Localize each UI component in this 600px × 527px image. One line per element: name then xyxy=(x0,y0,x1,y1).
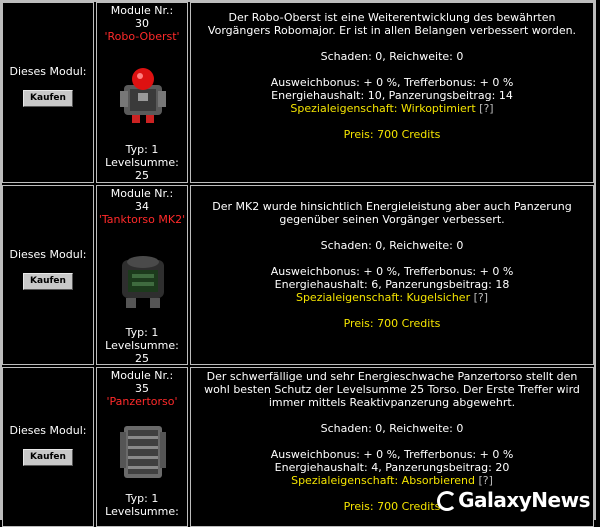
price: Preis: 700 Credits xyxy=(343,317,441,330)
price: Preis: 700 Credits xyxy=(343,128,441,141)
robo-oberst-torso-icon xyxy=(118,65,168,125)
module-name: 'Robo-Oberst' xyxy=(104,30,180,43)
buy-button[interactable]: Kaufen xyxy=(23,90,73,107)
module-name: 'Panzertorso' xyxy=(106,395,178,408)
module-description: Der MK2 wurde hinsichtlich Energieleistung aber auch Panzerung gegenüber seinen Vorgänger verbessert. xyxy=(212,200,572,226)
module-info-cell xyxy=(96,2,188,183)
levelsumme-value: 25 xyxy=(135,352,149,365)
module-row xyxy=(2,185,594,365)
tanktorso-mk2-icon xyxy=(118,252,168,312)
energy-armor-stats: Energiehaushalt: 4, Panzerungsbeitrag: 20 xyxy=(274,461,510,474)
special-help-link[interactable]: [?] xyxy=(478,474,493,487)
module-description-cell xyxy=(190,185,594,365)
special-property: Spezialeigenschaft: Absorbierend xyxy=(291,474,475,487)
module-description-cell xyxy=(190,2,594,183)
module-type: Typ: 1 xyxy=(125,492,159,505)
special-help-link[interactable]: [?] xyxy=(473,291,489,304)
module-nr: 34 xyxy=(135,200,149,213)
levelsumme-value: 25 xyxy=(135,169,149,182)
module-type: Typ: 1 xyxy=(125,143,159,156)
evasion-hit-stats: Ausweichbonus: + 0 %, Trefferbonus: + 0 % xyxy=(270,448,514,461)
damage-range-stats: Schaden: 0, Reichweite: 0 xyxy=(320,50,464,63)
evasion-hit-stats: Ausweichbonus: + 0 %, Trefferbonus: + 0 % xyxy=(270,265,514,278)
buy-cell xyxy=(2,2,94,183)
special-property: Spezialeigenschaft: Kugelsicher xyxy=(295,291,471,304)
buy-cell xyxy=(2,367,94,527)
module-info-cell xyxy=(96,185,188,365)
galaxynews-watermark xyxy=(437,488,590,512)
buy-heading: Dieses Modul: xyxy=(9,65,87,78)
damage-range-stats: Schaden: 0, Reichweite: 0 xyxy=(320,239,464,252)
module-info-cell xyxy=(96,367,188,527)
galaxynews-logo-icon xyxy=(437,491,457,511)
damage-range-stats: Schaden: 0, Reichweite: 0 xyxy=(320,422,464,435)
levelsumme-label: Levelsumme: xyxy=(105,339,179,352)
special-property: Spezialeigenschaft: Wirkoptimiert xyxy=(290,102,476,115)
buy-button[interactable]: Kaufen xyxy=(23,449,73,466)
module-nr-label: Module Nr.: xyxy=(110,4,174,17)
module-nr: 35 xyxy=(135,382,149,395)
module-description: Der schwerfällige und sehr Energieschwache Panzertorso stellt den wohl besten Schutz der Levelsumme 25 Torso. Der Erste Treffer wird immer mittels Reaktivpanzerung abgewehrt. xyxy=(204,370,580,409)
panzertorso-icon xyxy=(118,422,168,482)
energy-armor-stats: Energiehaushalt: 10, Panzerungsbeitrag: 14 xyxy=(271,89,513,102)
price: Preis: 700 Credits xyxy=(343,500,441,513)
module-row xyxy=(2,2,594,183)
special-help-link[interactable]: [?] xyxy=(479,102,494,115)
module-description: Der Robo-Oberst ist eine Weiterentwicklung des bewährten Vorgängers Robomajor. Er ist in allen Belangen verbessert worden. xyxy=(207,11,577,37)
module-nr: 30 xyxy=(135,17,149,30)
evasion-hit-stats: Ausweichbonus: + 0 %, Trefferbonus: + 0 % xyxy=(270,76,514,89)
energy-armor-stats: Energiehaushalt: 6, Panzerungsbeitrag: 18 xyxy=(274,278,510,291)
buy-cell xyxy=(2,185,94,365)
levelsumme-label: Levelsumme: xyxy=(105,156,179,169)
levelsumme-label: Levelsumme: xyxy=(105,505,179,518)
module-type: Typ: 1 xyxy=(125,326,159,339)
module-nr-label: Module Nr.: xyxy=(110,369,174,382)
buy-heading: Dieses Modul: xyxy=(9,424,87,437)
module-name: 'Tanktorso MK2' xyxy=(98,213,186,226)
buy-button[interactable]: Kaufen xyxy=(23,273,73,290)
buy-heading: Dieses Modul: xyxy=(9,248,87,261)
watermark-text: GalaxyNews xyxy=(458,488,590,512)
module-nr-label: Module Nr.: xyxy=(110,187,174,200)
